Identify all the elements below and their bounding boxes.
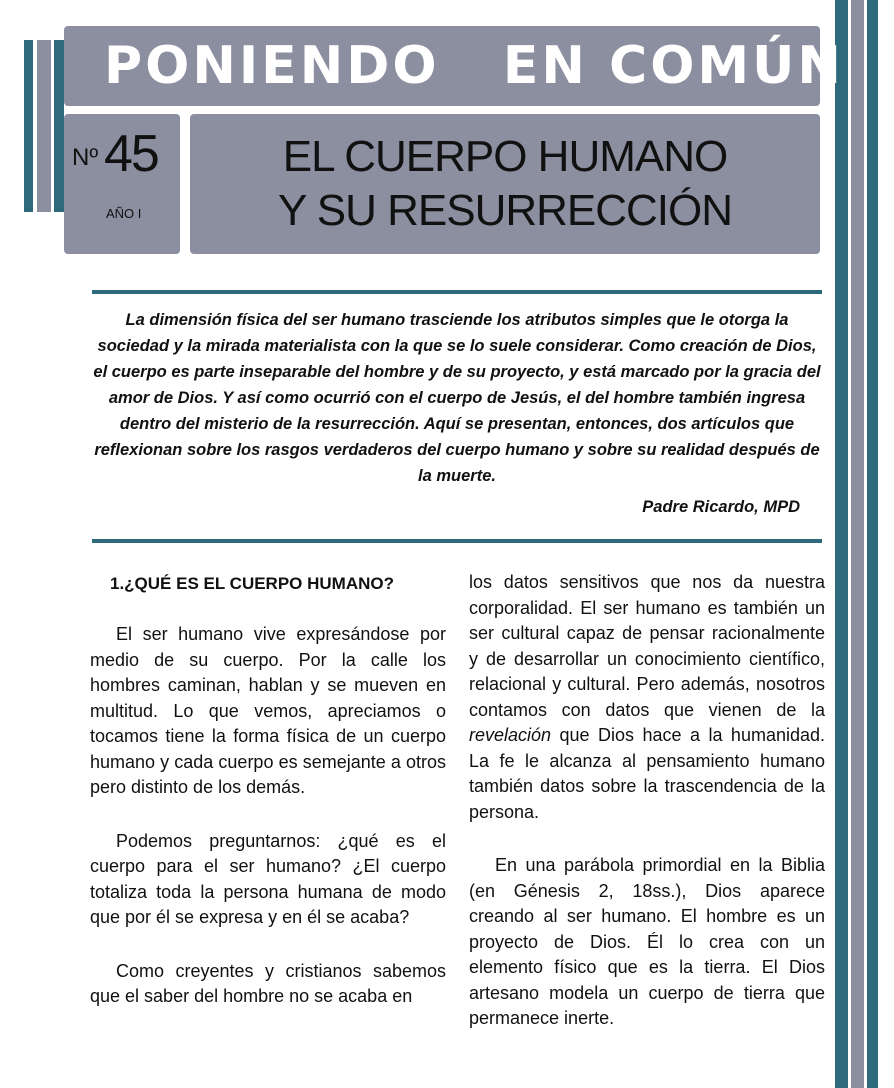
paragraph: El ser humano vive expresándose por medio de su cuerpo. Por la calle los hombres caminan, hablan y se mueven en multitud. Lo que vemos, apreciamos o tocamos tiene la forma física de un cuerpo humano y cada cuerpo es semejante a otros pero distinto de los demás. <box>90 624 446 797</box>
publication-banner <box>64 26 844 106</box>
issue-prefix: Nº <box>72 144 99 171</box>
paragraph-text: los datos sensitivos que nos da nuestra corporalidad. El ser humano es también un ser cultural capaz de pensar racionalmente y de desarrollar un conocimiento científico, relacional y cultural. Pero además, nosotros contamos con datos que vienen de la <box>469 572 825 720</box>
article-column-right <box>469 570 825 1032</box>
article-title-box <box>190 114 820 254</box>
divider <box>92 290 822 294</box>
section-heading: 1.¿QUÉ ES EL CUERPO HUMANO? <box>110 574 394 593</box>
divider <box>92 539 822 543</box>
intro-text: La dimensión física del ser humano trasciende los atributos simples que le otorga la sociedad y la mirada materialista con la que se lo suele considerar. Como creación de Dios, el cuerpo es parte inseparable del hombre y de su proyecto, y está marcado por la gracia del amor de Dios. Y así como ocurrió con el cuerpo de Jesús, el del hombre también ingresa dentro del misterio de la resurrección. Aquí se presentan, entonces, dos artículos que reflexionan sobre los rasgos verdaderos del cuerpo humano y sobre su realidad después de la muerte. <box>93 311 821 485</box>
emphasis: revelación <box>469 725 552 745</box>
decorative-stripe <box>851 0 864 1088</box>
signature: Padre Ricardo, MPD <box>642 498 800 516</box>
article-title-line-1: EL CUERPO HUMANO <box>282 132 728 181</box>
paragraph-text: que Dios hace a la humanidad. La fe le alcanza al pensamiento humano también datos sobre la trascendencia de la persona. <box>469 725 825 822</box>
paragraph: En una parábola primordial en la Biblia (en Génesis 2, 18ss.), Dios aparece creando al ser humano. El hombre es un proyecto de Dios. Él lo crea con un elemento físico que es la tierra. El Dios artesano modela un cuerpo de tierra que permanece inerte. <box>469 855 825 1028</box>
decorative-stripe <box>37 40 51 212</box>
decorative-stripe <box>54 40 64 212</box>
decorative-stripe <box>24 40 33 212</box>
article-column-left <box>90 570 446 1010</box>
publication-title: PONIENDO EN COMÚN <box>104 36 844 96</box>
paragraph: Como creyentes y cristianos sabemos que el saber del hombre no se acaba en <box>90 960 446 1006</box>
issue-number: 45 <box>104 125 158 183</box>
article-title-line-2: Y SU RESURRECCIÓN <box>277 186 733 235</box>
paragraph: Podemos preguntarnos: ¿qué es el cuerpo para el ser humano? ¿El cuerpo totaliza toda la persona humana de modo que por él se expresa y en él se acaba? <box>90 830 446 927</box>
paragraph <box>469 570 825 825</box>
decorative-stripe <box>835 0 848 1088</box>
issue-year: AÑO I <box>106 206 142 221</box>
issue-box <box>64 114 180 254</box>
decorative-stripe <box>867 0 878 1088</box>
